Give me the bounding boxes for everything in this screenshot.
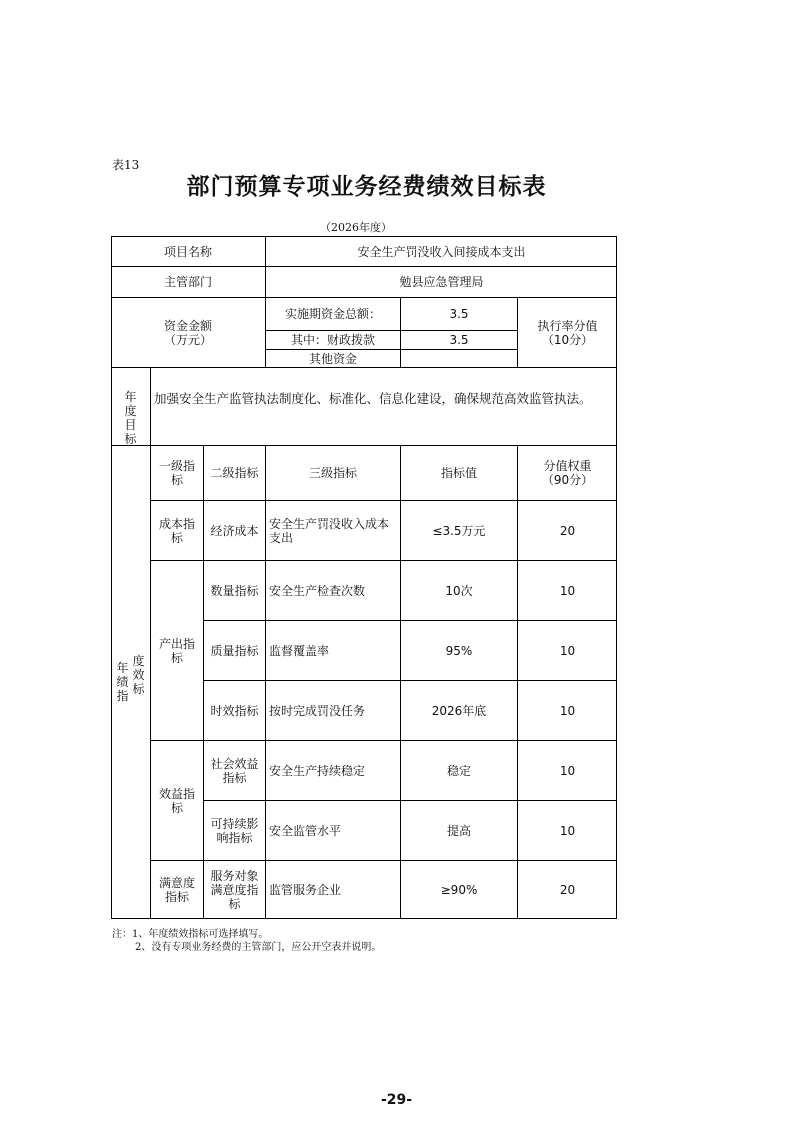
header-level1: 一级指标 [158, 459, 195, 487]
department-label: 主管部门 [163, 275, 212, 289]
execution-rate-points: （10分） [541, 332, 594, 347]
performance-label-col-b: 度 效 标 [132, 654, 145, 696]
row-level3: 安全生产检查次数 [269, 583, 366, 598]
project-name-label: 项目名称 [163, 244, 212, 259]
row-weight: 10 [559, 583, 576, 598]
row-level3: 安全生产持续稳定 [269, 763, 366, 778]
total-fund-value: 3.5 [449, 307, 469, 321]
other-fund-value [401, 350, 517, 367]
table-number: 表13 [112, 158, 140, 172]
row-value: 10次 [445, 583, 473, 598]
fund-amount-unit: （万元） [163, 332, 212, 347]
level1-satisfaction: 满意度指标 [158, 875, 195, 904]
header-weight-label: 分值权重 [543, 459, 592, 473]
header-level3: 三级指标 [308, 466, 357, 480]
note-line-1: 注：1、年度绩效指标可选择填写。 [112, 929, 269, 940]
execution-rate-score [518, 298, 617, 367]
row-level2: 质量指标 [210, 643, 259, 658]
header-indicator-value: 指标值 [440, 466, 477, 480]
row-level2: 可持续影响指标 [210, 816, 259, 845]
performance-indicator-label [111, 446, 150, 918]
budget-year: （2026年度） [320, 221, 392, 234]
row-level3: 监督覆盖率 [269, 643, 330, 658]
row-value: 2026年底 [431, 703, 487, 718]
row-level3: 监管服务企业 [269, 882, 342, 897]
execution-rate-label: 执行率分值 [537, 318, 598, 333]
level1-cost: 成本指标 [158, 516, 195, 545]
page-title: 部门预算专项业务经费绩效目标表 [186, 174, 547, 200]
total-fund-label: 实施期资金总额： [284, 307, 381, 321]
row-value: ≤3.5万元 [432, 523, 486, 538]
row-level3: 安全生产罚没收入成本支出 [269, 516, 390, 545]
row-value: 提高 [446, 823, 471, 838]
row-weight: 10 [559, 823, 576, 838]
row-value: 稳定 [446, 763, 471, 778]
level1-benefit: 效益指标 [158, 786, 195, 815]
department-value: 勉县应急管理局 [399, 275, 484, 289]
row-weight: 20 [559, 523, 576, 538]
annual-goal-label [111, 368, 150, 445]
header-weight [518, 446, 617, 500]
fund-amount-label [111, 298, 265, 367]
fund-amount-title: 资金金额 [163, 318, 212, 333]
row-weight: 10 [559, 643, 576, 658]
row-level2: 时效指标 [210, 703, 259, 718]
row-level2: 服务对象满意度指标 [210, 868, 259, 911]
annual-goal-label-line1: 年 度 [124, 390, 149, 418]
project-name-value: 安全生产罚没收入间接成本支出 [357, 244, 526, 259]
row-weight: 10 [559, 703, 576, 718]
fiscal-fund-label: 其中：财政拨款 [290, 333, 375, 347]
row-value: 95% [445, 643, 473, 658]
row-level2: 经济成本 [210, 523, 259, 538]
header-weight-total: （90分） [541, 473, 594, 487]
fiscal-fund-value: 3.5 [449, 333, 469, 347]
annual-goal-text: 加强安全生产监管执法制度化、标准化、信息化建设，确保规范高效监管执法。 [154, 391, 592, 406]
page-number: -29- [380, 1092, 413, 1108]
note-line-2: 2、没有专项业务经费的主管部门，应公开空表并说明。 [135, 942, 382, 953]
performance-label-col-a: 年 绩 指 [116, 661, 129, 703]
row-weight: 20 [559, 882, 576, 897]
annual-goal-label-line2: 目 标 [124, 418, 149, 446]
row-level3: 按时完成罚没任务 [269, 703, 366, 718]
row-level2: 数量指标 [210, 583, 259, 598]
row-weight: 10 [559, 763, 576, 778]
header-level2: 二级指标 [210, 466, 259, 480]
other-fund-label: 其他资金 [308, 351, 357, 366]
level1-output: 产出指标 [158, 636, 195, 665]
row-value: ≥90% [440, 882, 478, 897]
row-level2: 社会效益指标 [210, 756, 259, 785]
row-level3: 安全监管水平 [269, 823, 342, 838]
